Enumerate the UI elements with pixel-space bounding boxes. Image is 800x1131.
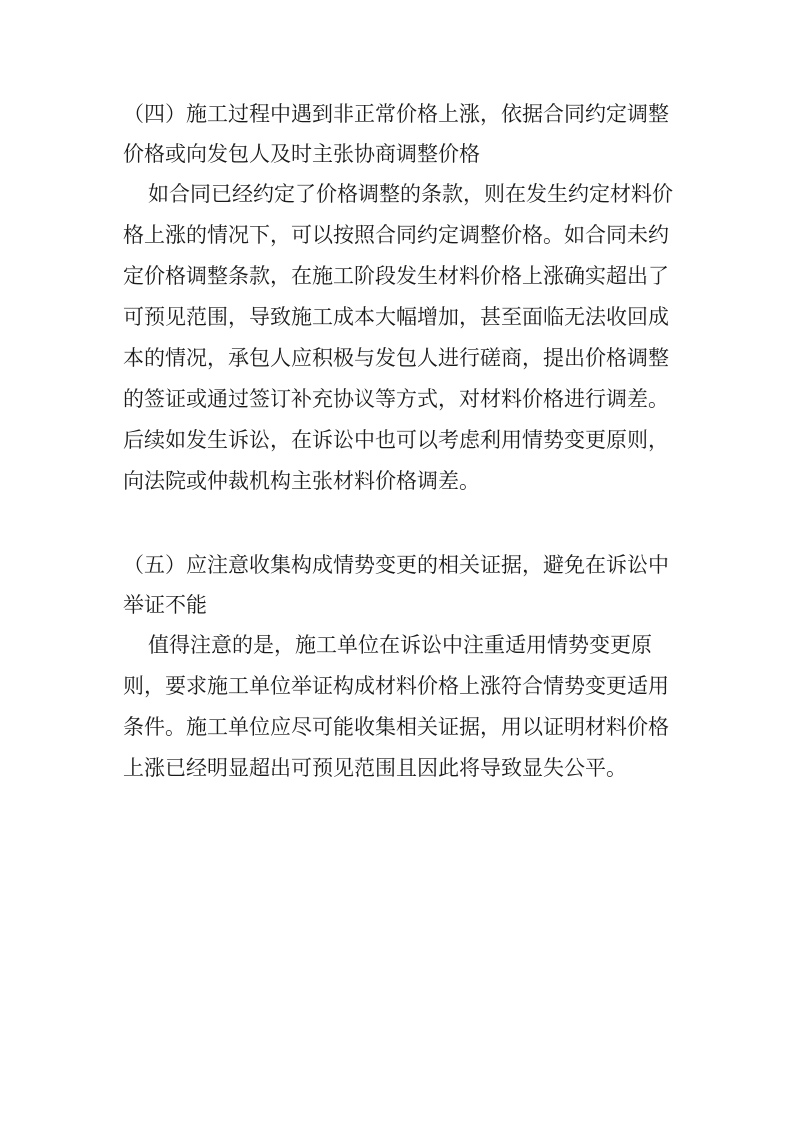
heading-text: 举证不能 [123, 593, 207, 617]
paragraph-text: 定价格调整条款，在施工阶段发生材料价格上涨确实超出了 [123, 264, 669, 288]
paragraph-text: 格上涨的情况下，可以按照合同约定调整价格。如合同未约 [123, 223, 669, 247]
section-5-body-line-1 [0, 625, 800, 665]
section-4-body-line-8 [0, 461, 800, 501]
paragraph-text: 则，要求施工单位举证构成材料价格上涨符合情势变更适用 [123, 674, 669, 698]
paragraph-text: 如合同已经约定了价格调整的条款，则在发生约定材料价 [148, 182, 673, 206]
section-5-body-line-2 [0, 666, 800, 706]
paragraph-text: 条件。施工单位应尽可能收集相关证据，用以证明材料价格 [123, 715, 669, 739]
section-5-heading-line-1 [0, 545, 800, 585]
section-4-body-line-4 [0, 297, 800, 337]
section-4-body-line-1 [0, 174, 800, 214]
section-5-body-line-4 [0, 748, 800, 788]
section-5-heading-line-2 [0, 585, 800, 625]
paragraph-text: 值得注意的是，施工单位在诉讼中注重适用情势变更原 [148, 633, 652, 657]
paragraph-text: 可预见范围，导致施工成本大幅增加，甚至面临无法收回成 [123, 305, 669, 329]
paragraph-text: 向法院或仲裁机构主张材料价格调差。 [123, 469, 480, 493]
heading-text: 价格或向发包人及时主张协商调整价格 [123, 142, 480, 166]
paragraph-text: 本的情况，承包人应积极与发包人进行磋商，提出价格调整 [123, 346, 669, 370]
section-4-body-line-7 [0, 420, 800, 460]
section-4-body-line-5 [0, 338, 800, 378]
section-4-body-line-2 [0, 215, 800, 255]
section-4-heading-line-1 [0, 94, 800, 134]
paragraph-text: 的签证或通过签订补充协议等方式，对材料价格进行调差。 [123, 387, 669, 411]
paragraph-text: 后续如发生诉讼，在诉讼中也可以考虑利用情势变更原则， [123, 428, 669, 452]
section-4-body-line-3 [0, 256, 800, 296]
section-5-body-line-3 [0, 707, 800, 747]
paragraph-text: 上涨已经明显超出可预见范围且因此将导致显失公平。 [123, 756, 627, 780]
section-4-body-line-6 [0, 379, 800, 419]
heading-text: （五）应注意收集构成情势变更的相关证据，避免在诉讼中 [123, 553, 669, 577]
section-4-heading-line-2 [0, 134, 800, 174]
heading-text: （四）施工过程中遇到非正常价格上涨，依据合同约定调整 [123, 102, 669, 126]
